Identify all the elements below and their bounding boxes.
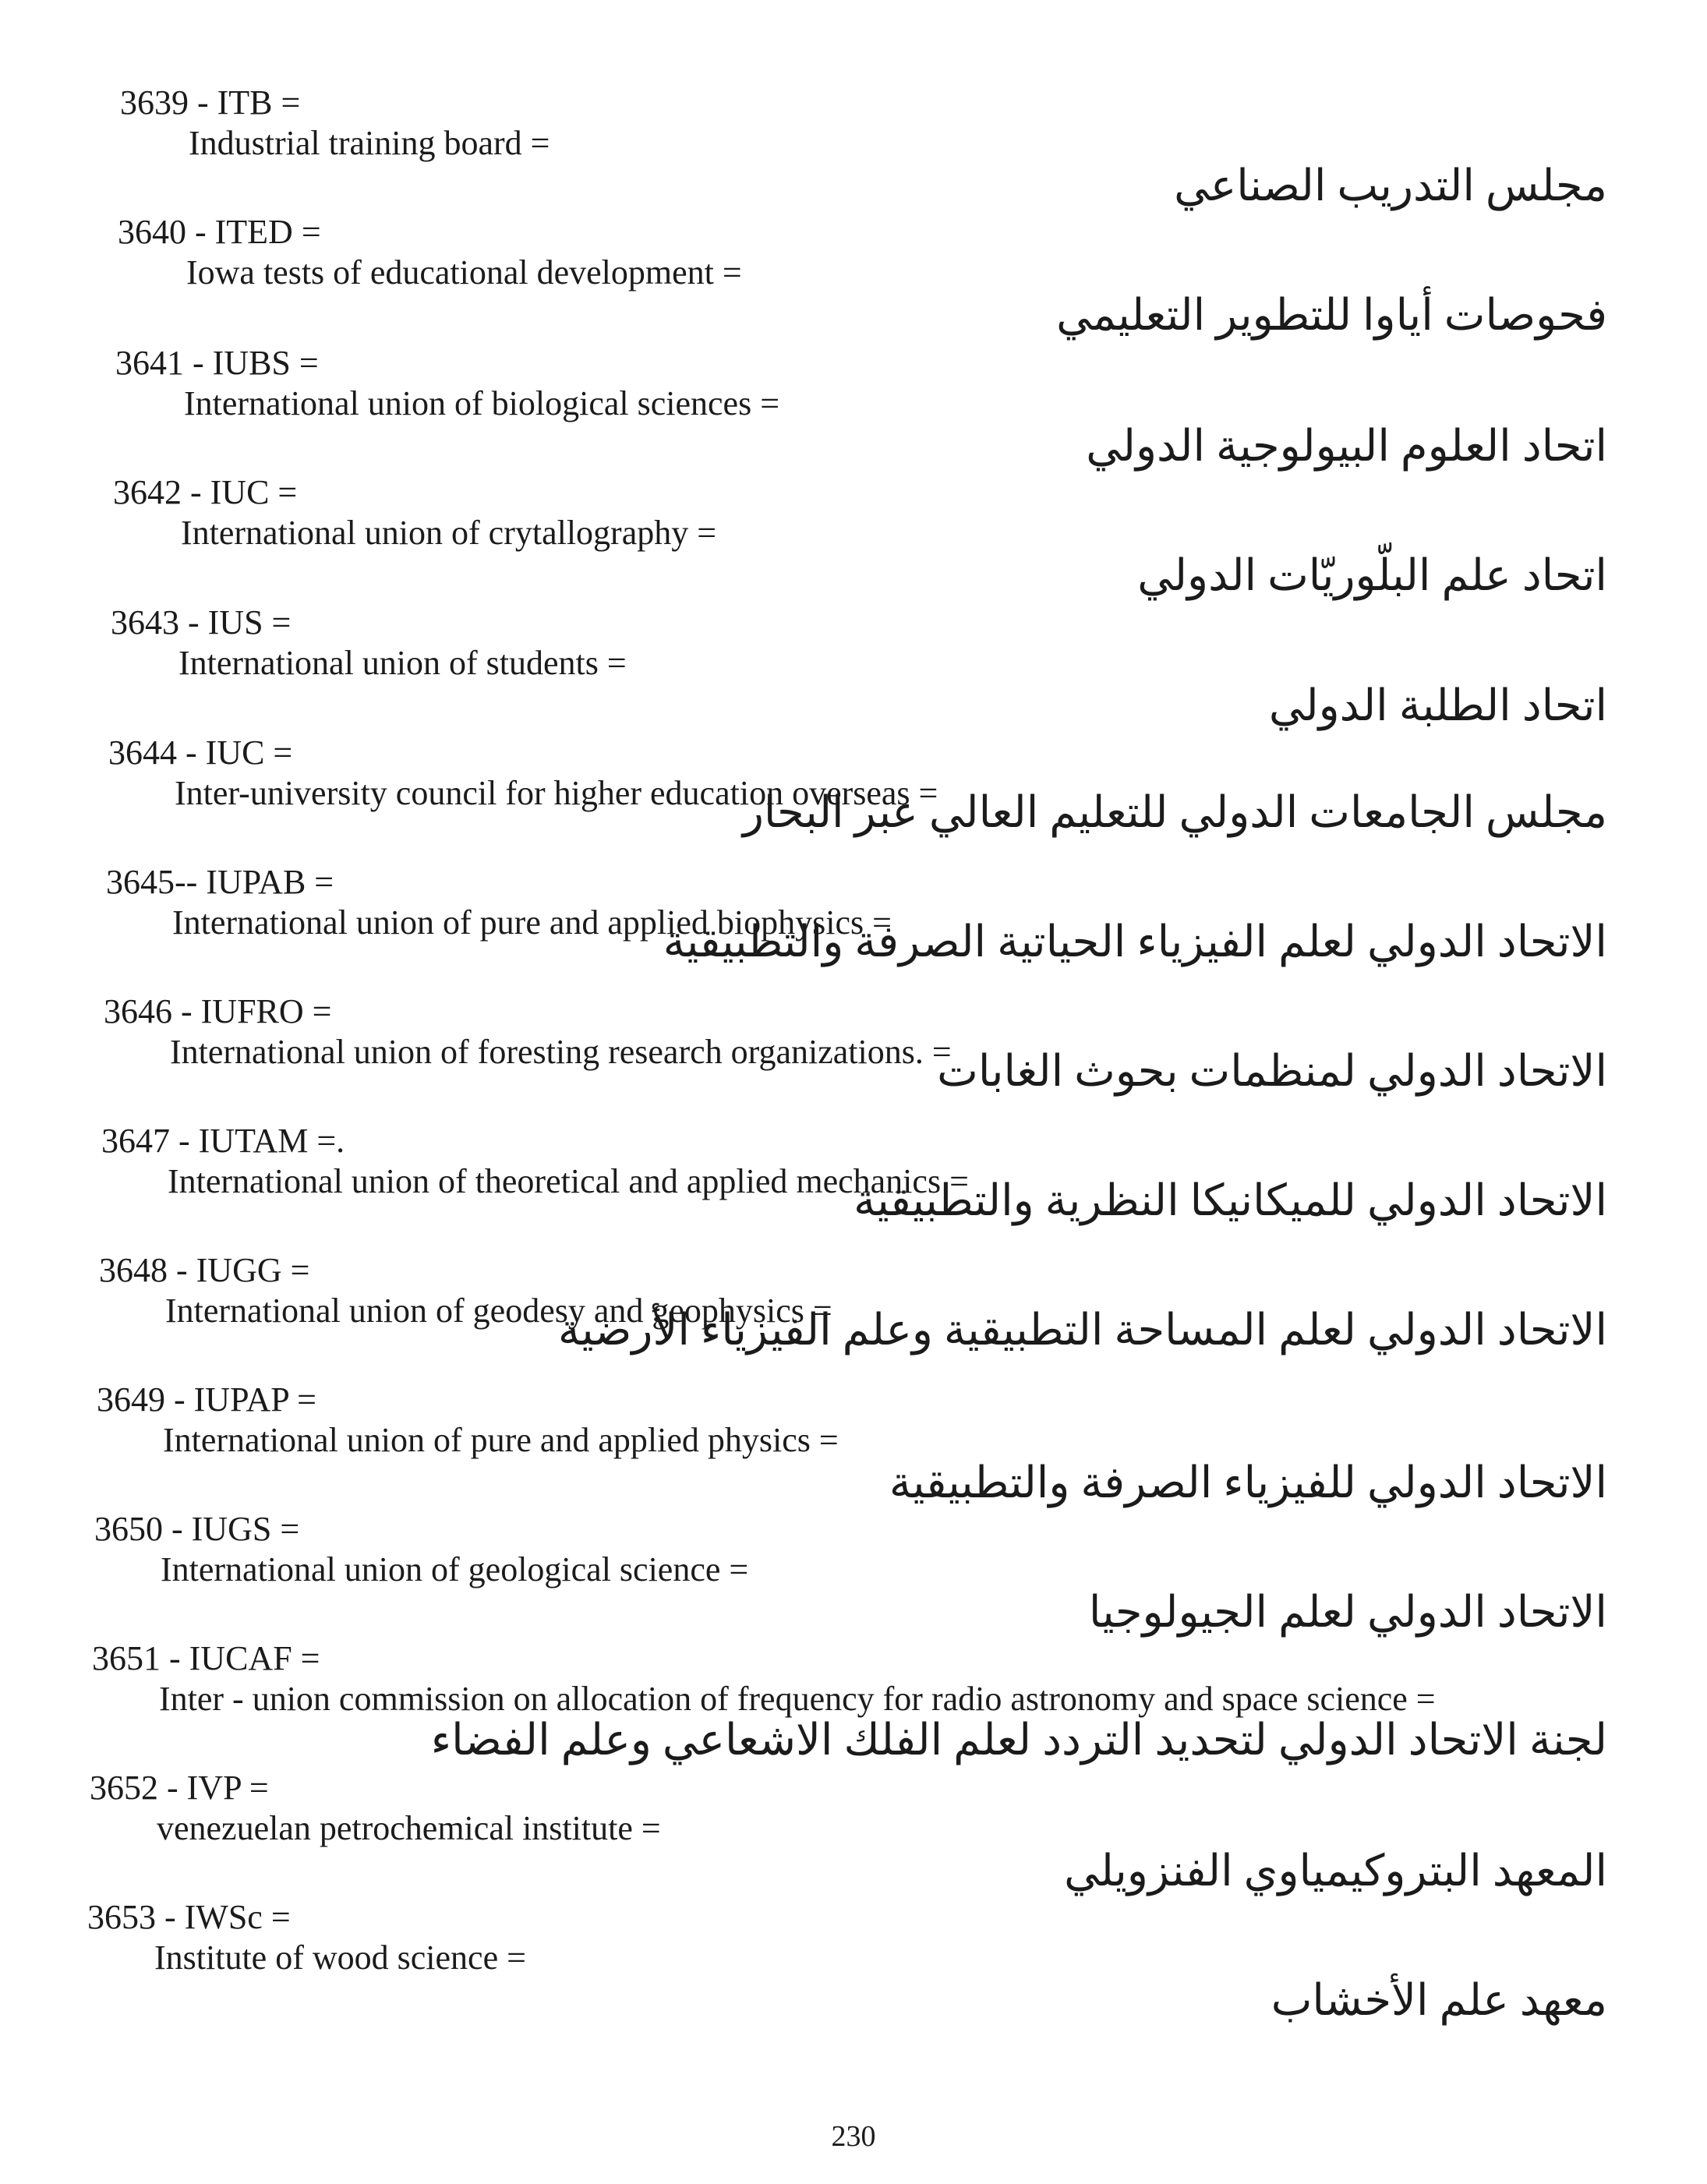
- entry-heading: 3644 - IUC =: [108, 733, 293, 772]
- entry-heading: 3643 - IUS =: [111, 603, 292, 641]
- entry-heading: 3639 - ITB =: [120, 83, 301, 122]
- entry-arabic: المعهد البتروكيمياوي الفنزويلي: [1064, 1847, 1607, 1896]
- entry-3646: [0, 991, 1707, 1121]
- entry-3653: [0, 1897, 1707, 2027]
- entry-english: Industrial training board =: [189, 124, 550, 162]
- entry-3644: [0, 733, 1707, 862]
- entry-heading: 3651 - IUCAF =: [92, 1639, 320, 1677]
- entry-3652: [0, 1768, 1707, 1897]
- entry-heading: 3642 - IUC =: [113, 473, 298, 511]
- entry-english: International union of pure and applied physics =: [163, 1421, 839, 1459]
- entry-heading: 3647 - IUTAM =.: [101, 1122, 345, 1160]
- entry-arabic: اتحاد الطلبة الدولي: [1268, 682, 1607, 730]
- entry-3642: [0, 472, 1707, 602]
- entry-heading: 3652 - IVP =: [90, 1769, 269, 1807]
- entry-english: International union of foresting research organizations. =: [170, 1033, 952, 1071]
- entry-3641: [0, 343, 1707, 472]
- entry-arabic: مجلس الجامعات الدولي للتعليم العالي عبر البحار: [742, 789, 1607, 837]
- entry-arabic: الاتحاد الدولي لعلم المساحة التطبيقية وعلم الفيزياء الأرضية: [557, 1306, 1607, 1355]
- entry-heading: 3641 - IUBS =: [115, 344, 319, 382]
- entry-english: International union of biological sciences =: [184, 384, 780, 422]
- entry-arabic: الاتحاد الدولي للميكانيكا النظرية والتطبيقية: [854, 1177, 1607, 1225]
- entry-heading: 3646 - IUFRO =: [104, 992, 332, 1030]
- entry-heading: 3649 - IUPAP =: [97, 1380, 316, 1419]
- entry-arabic: الاتحاد الدولي لمنظمات بحوث الغابات: [937, 1048, 1607, 1096]
- entry-arabic: فحوصات أياوا للتطوير التعليمي: [1056, 292, 1607, 340]
- entry-arabic: الاتحاد الدولي لعلم الجيولوجيا: [1088, 1589, 1607, 1637]
- entry-3643: [0, 603, 1707, 732]
- entry-arabic: معهد علم الأخشاب: [1271, 1977, 1607, 2025]
- entry-3639: [0, 83, 1707, 212]
- entry-heading: 3648 - IUGG =: [99, 1251, 310, 1289]
- entry-english: International union of theoretical and applied mechanics =: [168, 1162, 969, 1200]
- entry-heading: 3653 - IWSc =: [87, 1898, 291, 1936]
- page-number: 230: [831, 2120, 876, 2153]
- entry-english: International union of students =: [178, 644, 627, 682]
- entry-arabic: لجنة الاتحاد الدولي لتحديد التردد لعلم الفلك الاشعاعي وعلم الفضاء: [430, 1716, 1607, 1765]
- entry-english: Institute of wood science =: [154, 1938, 526, 1977]
- entry-english: International union of geological science =: [161, 1550, 749, 1589]
- entry-3648: [0, 1250, 1707, 1380]
- entry-arabic: الاتحاد الدولي للفيزياء الصرفة والتطبيقية: [889, 1459, 1607, 1507]
- entry-arabic: اتحاد علم البلّوريّات الدولي: [1137, 552, 1607, 600]
- entry-heading: 3640 - ITED =: [118, 213, 321, 251]
- entry-3647: [0, 1121, 1707, 1250]
- entry-english: International union of pure and applied biophysics =: [172, 903, 892, 942]
- entry-3640: [0, 212, 1707, 341]
- entry-english: Inter - union commission on allocation of frequency for radio astronomy and space science =: [159, 1680, 1436, 1718]
- entry-3649: [0, 1380, 1707, 1509]
- entry-english: Iowa tests of educational development =: [186, 253, 742, 292]
- entry-heading: 3650 - IUGS =: [94, 1510, 300, 1548]
- entry-english: International union of geodesy and geophysics =: [165, 1292, 832, 1330]
- entry-arabic: اتحاد العلوم البيولوجية الدولي: [1086, 422, 1607, 471]
- entry-english: venezuelan petrochemical institute =: [157, 1809, 661, 1847]
- entry-english: International union of crytallography =: [181, 514, 717, 552]
- entry-english: Inter-university council for higher education overseas =: [175, 774, 938, 812]
- entry-arabic: الاتحاد الدولي لعلم الفيزياء الحياتية الصرفة والتطبيقية: [663, 918, 1607, 967]
- entry-heading: 3645-- IUPAB =: [106, 863, 334, 901]
- entry-3651: [0, 1638, 1707, 1768]
- entry-3650: [0, 1509, 1707, 1638]
- entry-3645: [0, 862, 1707, 991]
- entry-arabic: مجلس التدريب الصناعي: [1174, 162, 1607, 210]
